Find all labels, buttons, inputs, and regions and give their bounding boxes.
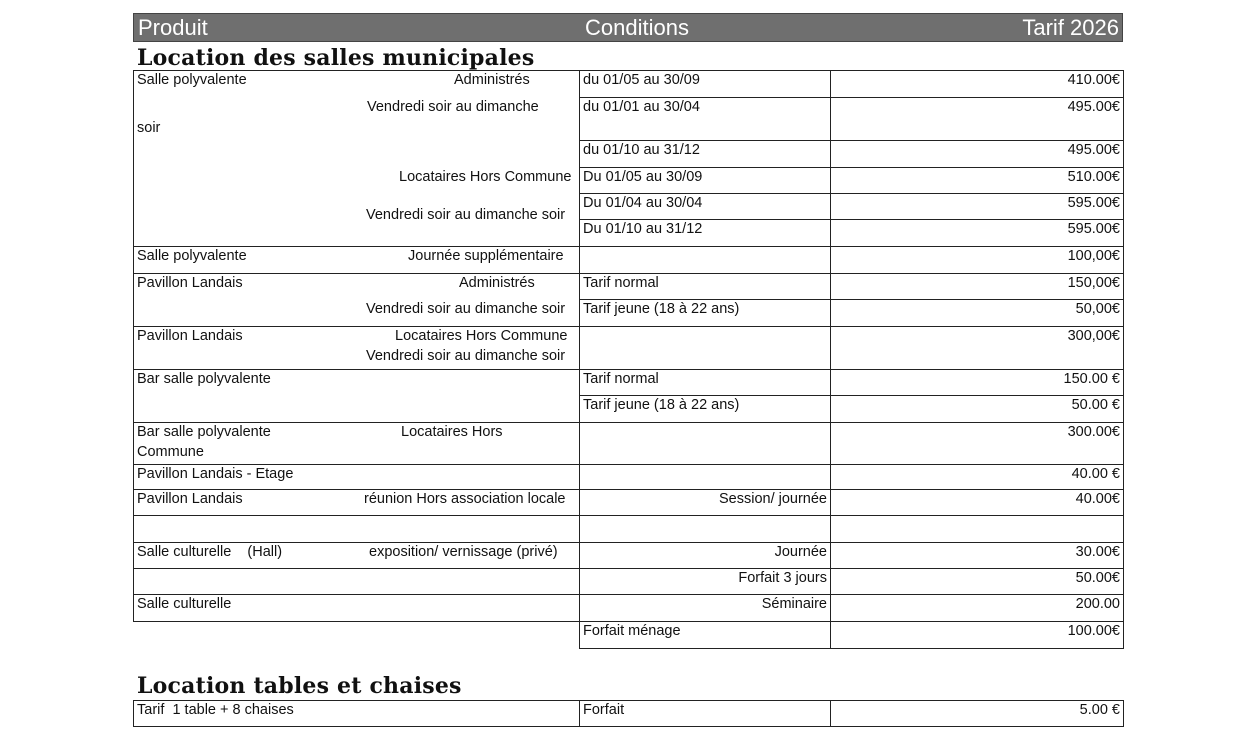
condition-cell: Session/ journée bbox=[580, 490, 831, 516]
tarif-cell: 40.00€ bbox=[831, 490, 1124, 516]
condition-cell: Du 01/04 au 30/04 bbox=[580, 194, 831, 220]
table-row bbox=[134, 168, 1124, 194]
product-cell bbox=[134, 465, 580, 490]
condition-cell bbox=[580, 247, 831, 274]
table-row bbox=[134, 622, 1124, 649]
condition-cell: Journée bbox=[580, 543, 831, 569]
condition-cell: Forfait 3 jours bbox=[580, 569, 831, 595]
product-sub: réunion Hors association locale bbox=[364, 491, 566, 507]
product-cell bbox=[134, 490, 580, 516]
product-name: Pavillon Landais bbox=[137, 491, 243, 507]
tarif-cell: 50.00€ bbox=[831, 569, 1124, 595]
table-row bbox=[134, 490, 1124, 516]
condition-cell: Forfait bbox=[580, 701, 831, 727]
product-sub: Vendredi soir au dimanche soir bbox=[366, 348, 566, 364]
product-sub: Vendredi soir au dimanche soir bbox=[366, 207, 566, 223]
product-sub: Locataires Hors Commune bbox=[395, 328, 568, 344]
product-name: Salle culturelle bbox=[137, 596, 232, 612]
condition-cell: du 01/05 au 30/09 bbox=[580, 71, 831, 98]
condition-cell bbox=[580, 465, 831, 490]
tarif-cell: 495.00€ bbox=[831, 141, 1124, 168]
product-name: Pavillon Landais - Etage bbox=[137, 466, 294, 482]
product-sub: exposition/ vernissage (privé) bbox=[369, 544, 558, 560]
tarif-cell: 595.00€ bbox=[831, 194, 1124, 220]
condition-cell: Tarif normal bbox=[580, 274, 831, 300]
salles-price-table bbox=[133, 70, 1124, 649]
product-sub: soir bbox=[137, 120, 161, 136]
header-produit: Produit bbox=[138, 15, 208, 40]
table-row bbox=[134, 701, 1124, 727]
product-cell bbox=[134, 595, 580, 622]
product-cell bbox=[134, 569, 580, 595]
tarif-cell: 150.00 € bbox=[831, 370, 1124, 396]
tarif-cell: 410.00€ bbox=[831, 71, 1124, 98]
product-sub: Administrés bbox=[459, 275, 535, 291]
product-cell bbox=[134, 71, 580, 168]
product-cell: Tarif 1 table + 8 chaises bbox=[134, 701, 580, 727]
table-row bbox=[134, 465, 1124, 490]
table-row bbox=[134, 274, 1124, 300]
table-row bbox=[134, 516, 1124, 543]
tarif-cell: 495.00€ bbox=[831, 98, 1124, 141]
tarif-cell: 510.00€ bbox=[831, 168, 1124, 194]
product-name: Salle culturelle (Hall) bbox=[137, 544, 283, 560]
tables-price-table bbox=[133, 700, 1124, 727]
tarif-cell bbox=[831, 516, 1124, 543]
condition-cell: Séminaire bbox=[580, 595, 831, 622]
condition-cell: Tarif normal bbox=[580, 370, 831, 396]
header-conditions: Conditions bbox=[585, 15, 689, 40]
table-row bbox=[134, 247, 1124, 274]
condition-cell: Tarif jeune (18 à 22 ans) bbox=[580, 300, 831, 327]
table-row bbox=[134, 71, 1124, 98]
product-sub: Commune bbox=[137, 444, 204, 460]
product-cell bbox=[134, 327, 580, 370]
product-cell bbox=[134, 423, 580, 465]
section-title-tables: Location tables et chaises bbox=[137, 673, 462, 699]
condition-cell: Tarif jeune (18 à 22 ans) bbox=[580, 396, 831, 423]
tarif-cell: 5.00 € bbox=[831, 701, 1124, 727]
table-row bbox=[134, 370, 1124, 396]
product-cell bbox=[134, 622, 580, 649]
product-sub: Locataires Hors Commune bbox=[399, 169, 572, 185]
condition-cell bbox=[580, 423, 831, 465]
product-cell bbox=[134, 370, 580, 423]
section-title-salles: Location des salles municipales bbox=[137, 45, 535, 71]
condition-cell bbox=[580, 516, 831, 543]
tarif-cell: 300,00€ bbox=[831, 327, 1124, 370]
tarif-cell: 100,00€ bbox=[831, 247, 1124, 274]
tarif-cell: 200.00 bbox=[831, 595, 1124, 622]
condition-cell: du 01/01 au 30/04 bbox=[580, 98, 831, 141]
product-name: Pavillon Landais bbox=[137, 275, 243, 291]
tarif-cell: 40.00 € bbox=[831, 465, 1124, 490]
condition-cell: Forfait ménage bbox=[580, 622, 831, 649]
product-sub: Administrés bbox=[454, 72, 530, 88]
condition-cell: Du 01/05 au 30/09 bbox=[580, 168, 831, 194]
table-header-bar bbox=[133, 13, 1123, 42]
condition-cell: Du 01/10 au 31/12 bbox=[580, 220, 831, 247]
table-row bbox=[134, 595, 1124, 622]
product-cell bbox=[134, 168, 580, 247]
product-name: Salle polyvalente bbox=[137, 72, 247, 88]
table-row bbox=[134, 423, 1124, 465]
product-cell bbox=[134, 247, 580, 274]
product-sub: Vendredi soir au dimanche bbox=[367, 99, 539, 115]
product-cell bbox=[134, 543, 580, 569]
table-row bbox=[134, 327, 1124, 370]
tarif-cell: 50.00 € bbox=[831, 396, 1124, 423]
tarif-cell: 300.00€ bbox=[831, 423, 1124, 465]
header-tarif: Tarif 2026 bbox=[1022, 15, 1119, 40]
product-name: Salle polyvalente bbox=[137, 248, 247, 264]
tarif-cell: 150,00€ bbox=[831, 274, 1124, 300]
product-cell bbox=[134, 274, 580, 327]
table-row bbox=[134, 543, 1124, 569]
condition-cell: du 01/10 au 31/12 bbox=[580, 141, 831, 168]
product-name: Bar salle polyvalente bbox=[137, 424, 271, 440]
product-sub: Locataires Hors bbox=[401, 424, 503, 440]
product-sub: Journée supplémentaire bbox=[408, 248, 564, 264]
tarif-cell: 100.00€ bbox=[831, 622, 1124, 649]
product-sub: Vendredi soir au dimanche soir bbox=[366, 301, 566, 317]
product-cell bbox=[134, 516, 580, 543]
tarif-cell: 595.00€ bbox=[831, 220, 1124, 247]
tarif-cell: 50,00€ bbox=[831, 300, 1124, 327]
tarif-cell: 30.00€ bbox=[831, 543, 1124, 569]
condition-cell bbox=[580, 327, 831, 370]
product-name: Pavillon Landais bbox=[137, 328, 243, 344]
table-row bbox=[134, 569, 1124, 595]
product-name: Bar salle polyvalente bbox=[137, 371, 271, 387]
